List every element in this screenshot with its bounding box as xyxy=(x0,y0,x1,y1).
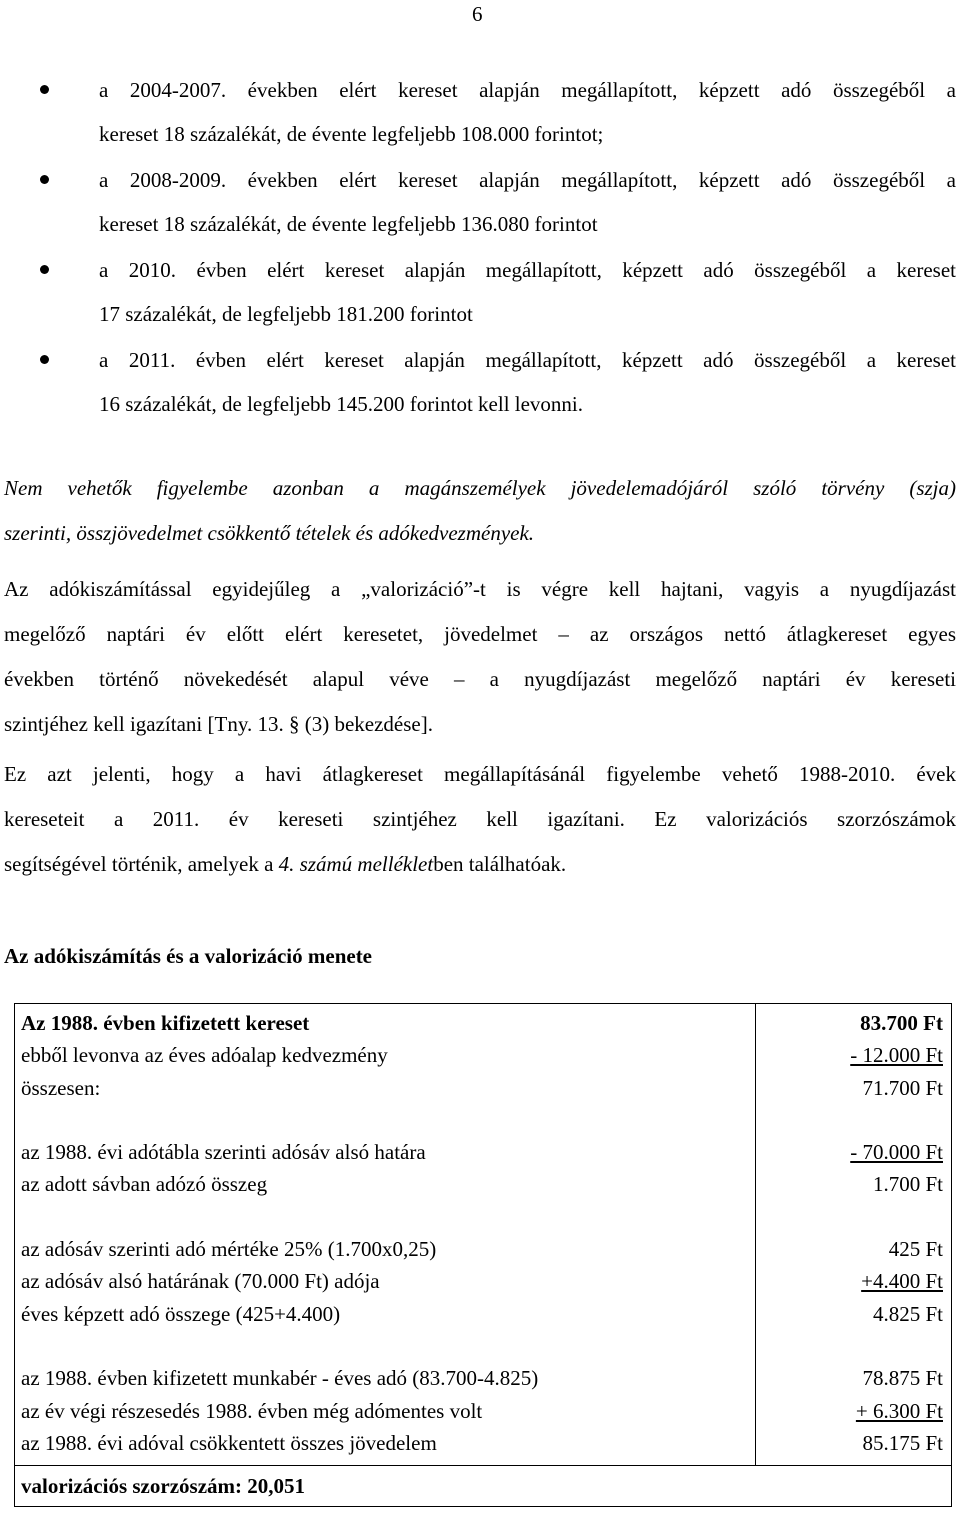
table-label: az 1988. évben kifizetett munkabér - éves adó (83.700-4.825) xyxy=(21,1366,539,1391)
paragraph-valorization xyxy=(4,567,956,747)
table-value-spacer xyxy=(762,1104,943,1136)
list-item-text: a 2010. évben elért kereset alapján megállapított, képzett adó összegéből a kereset xyxy=(99,258,956,282)
page-number: 6 xyxy=(472,2,483,26)
table-label: az adósáv szerinti adó mértéke 25% (1.700x0,25) xyxy=(21,1237,437,1262)
paragraph-line: szintjéhez kell igazítani [Tny. 13. § (3) bekezdése]. xyxy=(4,712,433,736)
table-value: 4.825 Ft xyxy=(872,1301,943,1326)
table-label-spacer xyxy=(21,1201,749,1233)
table-value-spacer xyxy=(762,1201,943,1233)
table-label: összesen: xyxy=(21,1075,101,1100)
table-label: az 1988. évi adótábla szerinti adósáv alsó határa xyxy=(21,1140,426,1165)
list-item xyxy=(0,338,960,426)
paragraph-line xyxy=(4,842,956,887)
bullet-icon xyxy=(40,355,49,364)
table-value: 85.175 Ft xyxy=(862,1430,943,1455)
list-item xyxy=(0,158,960,246)
table-cell-final xyxy=(15,1466,952,1507)
list-item xyxy=(0,248,960,336)
paragraph-text: segítségével történik, amelyek a xyxy=(4,852,279,876)
paragraph-line: kereseteit a 2011. év kereseti szintjéhez kell igazítani. Ez valorizációs szorzószámok xyxy=(4,807,956,831)
bullet-list xyxy=(0,68,960,428)
bullet-icon xyxy=(40,175,49,184)
list-item-text: a 2011. évben elért kereset alapján megállapított, képzett adó összegéből a kereset xyxy=(99,348,956,372)
table-label: az adott sávban adózó összeg xyxy=(21,1172,268,1197)
table-label: ebből levonva az éves adóalap kedvezmény xyxy=(21,1043,388,1068)
table-cell-values xyxy=(756,1004,952,1466)
italic-note xyxy=(4,466,956,556)
table-cell-labels xyxy=(15,1004,756,1466)
table-value: + 6.300 Ft xyxy=(855,1398,943,1423)
calculation-table xyxy=(14,1003,952,1507)
table-value: 83.700 Ft xyxy=(860,1011,943,1035)
list-item-text: 16 százalékát, de legfeljebb 145.200 forintot kell levonni. xyxy=(99,392,584,416)
table-label-spacer xyxy=(21,1104,749,1136)
list-item-text: kereset 18 százalékát, de évente legfeljebb 136.080 forintot xyxy=(99,212,598,236)
list-item-text: a 2004-2007. években elért kereset alapján megállapított, képzett adó összegéből a xyxy=(99,78,956,102)
list-item xyxy=(0,68,960,156)
multiplier-label: valorizációs szorzószám: 20,051 xyxy=(21,1474,306,1499)
section-heading: Az adókiszámítás és a valorizáció menete xyxy=(4,944,373,968)
table-row xyxy=(15,1004,952,1466)
table-value: 1.700 Ft xyxy=(872,1172,943,1197)
paragraph-line: megelőző naptári év előtt elért keresetet, jövedelmet – az országos nettó átlagkereset egyes xyxy=(4,622,956,646)
table-label: az év végi részesedés 1988. évben még adómentes volt xyxy=(21,1398,483,1423)
table-row xyxy=(15,1466,952,1507)
list-item-text: kereset 18 százalékát, de évente legfeljebb 108.000 forintot; xyxy=(99,122,604,146)
table-label: az adósáv alsó határának (70.000 Ft) adója xyxy=(21,1269,380,1294)
table-value: 425 Ft xyxy=(888,1237,943,1262)
table-label: az 1988. évi adóval csökkentett összes jövedelem xyxy=(21,1430,437,1455)
table-value: 71.700 Ft xyxy=(862,1075,943,1100)
list-item-text: a 2008-2009. években elért kereset alapján megállapított, képzett adó összegéből a xyxy=(99,168,956,192)
paragraph-line: Az adókiszámítással egyidejűleg a „valorizáció”-t is végre kell hajtani, vagyis a nyugdíjazást xyxy=(4,577,956,601)
bullet-icon xyxy=(40,85,49,94)
italic-note-line: szerinti, összjövedelmet csökkentő tételek és adókedvezmények. xyxy=(4,521,535,545)
annex-reference: 4. számú melléklet xyxy=(278,852,434,876)
table-value: 78.875 Ft xyxy=(862,1366,943,1391)
paragraph-multipliers xyxy=(4,752,956,887)
paragraph-line: években történő növekedését alapul véve – a nyugdíjazást megelőző naptári év kereseti xyxy=(4,667,956,691)
table-label: Az 1988. évben kifizetett kereset xyxy=(21,1011,310,1035)
italic-note-line: Nem vehetők figyelembe azonban a magánszemélyek jövedelemadójáról szóló törvény (szja) xyxy=(4,476,956,500)
paragraph-line: Ez azt jelenti, hogy a havi átlagkereset megállapításánál figyelembe vehető 1988-2010. évek xyxy=(4,762,956,786)
table-value-spacer xyxy=(762,1330,943,1362)
table-value: - 12.000 Ft xyxy=(850,1043,943,1068)
list-item-text: 17 százalékát, de legfeljebb 181.200 forintot xyxy=(99,302,473,326)
table-label-spacer xyxy=(21,1330,749,1362)
table-value: +4.400 Ft xyxy=(861,1269,943,1294)
paragraph-text: ben találhatóak. xyxy=(433,852,567,876)
table-label: éves képzett adó összege (425+4.400) xyxy=(21,1301,341,1326)
table-value: - 70.000 Ft xyxy=(850,1140,943,1165)
bullet-icon xyxy=(40,265,49,274)
